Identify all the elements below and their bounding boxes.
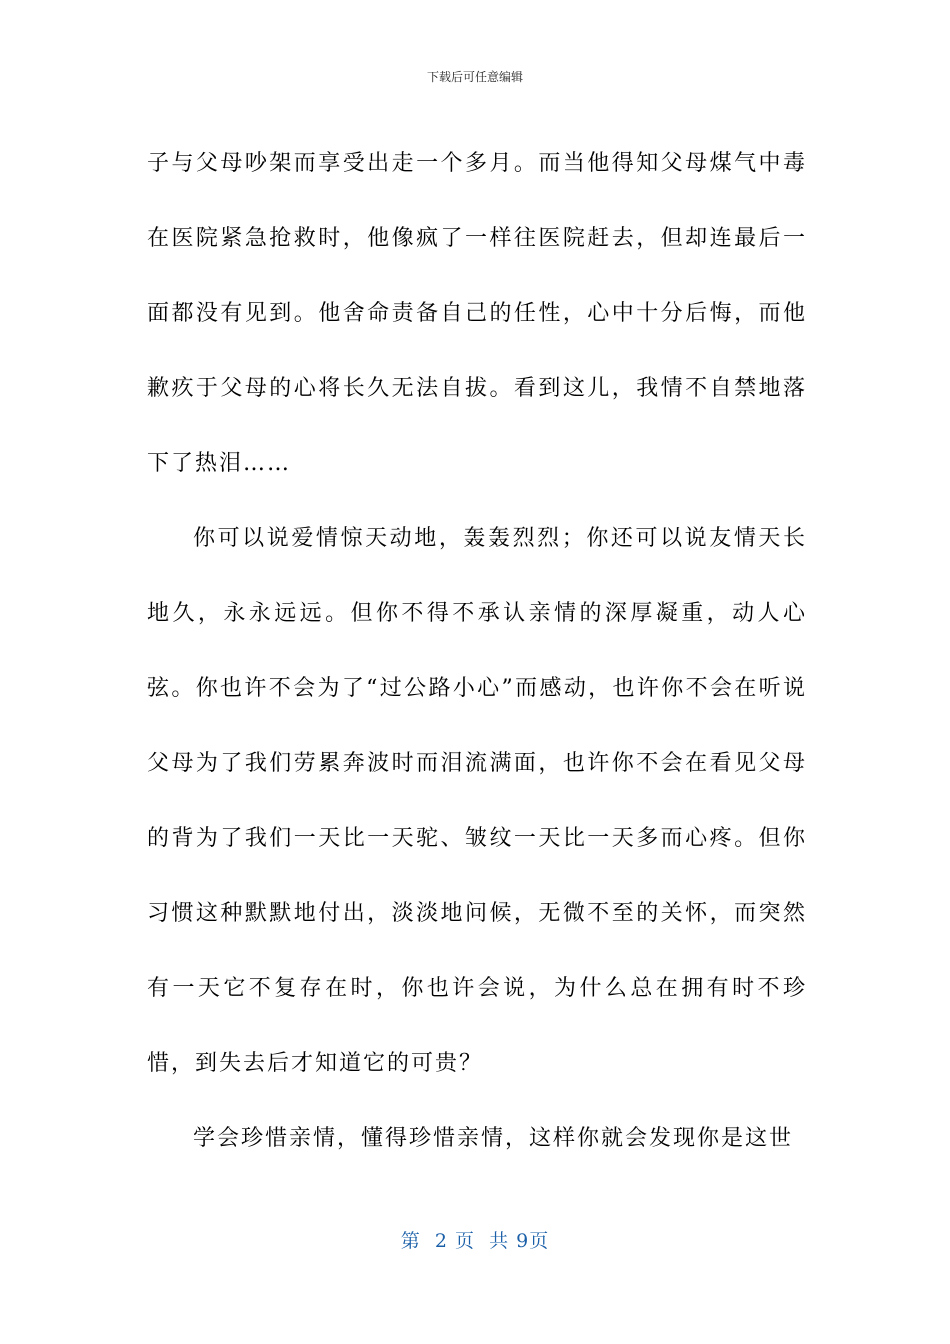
header-note: 下载后可任意编辑 <box>426 70 523 84</box>
page-footer <box>0 1226 950 1253</box>
paragraph-2: 你可以说爱情惊天动地，轰轰烈烈；你还可以说友情天长地久，永永远远。但你不得不承认亲情的深厚凝重，动人心弦。你也许不会为了“过公路小心”而感动，也许你不会在听说父母为了我们劳累奔波时而泪流满面，也许你不会在看见父母的背为了我们一天比一天驼、皱纹一天比一天多而心疼。但你习惯这种默默地付出，淡淡地问候，无微不至的关怀，而突然有一天它不复存在时，你也许会说，为什么总在拥有时不珍惜，到失去后才知道它的可贵？ <box>147 526 807 1076</box>
page-number-label: 第 2 页 共 9页 <box>400 1230 550 1252</box>
paragraph-3: 学会珍惜亲情，懂得珍惜亲情，这样你就会发现你是这世 <box>193 1126 794 1151</box>
document-body <box>147 126 807 1176</box>
paragraph-1: 子与父母吵架而享受出走一个多月。而当他得知父母煤气中毒在医院紧急抢救时，他像疯了一样往医院赶去，但却连最后一面都没有见到。他舍命责备自己的任性，心中十分后悔，而他歉疚于父母的心将长久无法自拔。看到这儿，我情不自禁地落下了热泪…… <box>147 151 807 476</box>
